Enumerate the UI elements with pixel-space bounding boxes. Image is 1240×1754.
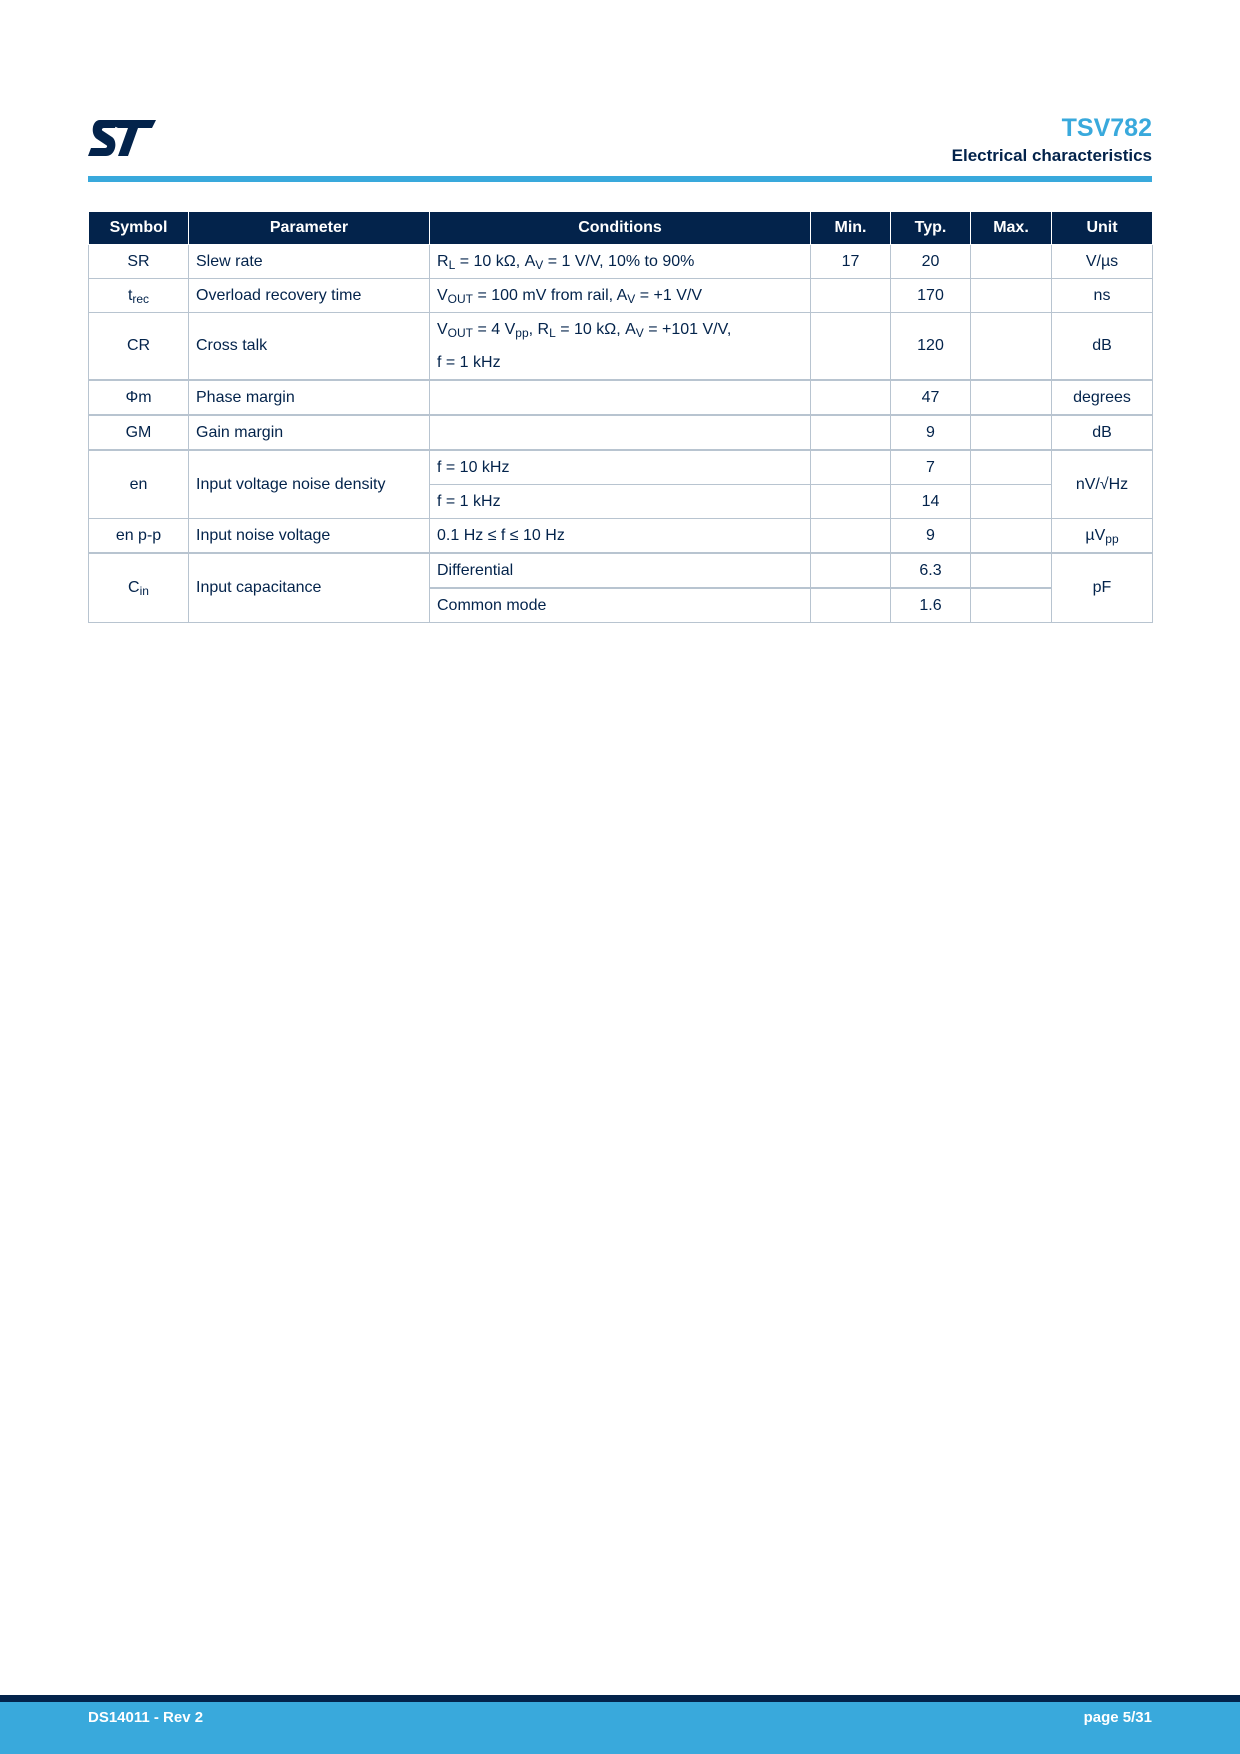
symbol-cell: CR: [89, 313, 189, 381]
parameter-cell: Phase margin: [189, 380, 430, 415]
parameter-cell: Overload recovery time: [189, 279, 430, 313]
col-header-max: Max.: [971, 212, 1052, 245]
table-row: [89, 313, 1153, 381]
symbol-cell: SR: [89, 245, 189, 279]
conditions-cell: $V_{OUT} = 100$ mV from rail, $A_V = +1$ V/V: [430, 279, 811, 313]
symbol-cell: $C_{in}$: [89, 553, 189, 623]
parameter-cell: Input noise voltage: [189, 519, 430, 554]
typ-cell: 6.3: [891, 553, 971, 588]
unit-cell: dB: [1052, 313, 1153, 381]
table-row: [89, 519, 1153, 554]
min-cell: [811, 553, 891, 588]
max-cell: [971, 588, 1052, 623]
unit-cell: ns: [1052, 279, 1153, 313]
col-header-typ: Typ.: [891, 212, 971, 245]
table-header-row: [89, 212, 1153, 245]
typ-cell: 14: [891, 485, 971, 519]
typ-cell: 1.6: [891, 588, 971, 623]
col-header-unit: Unit: [1052, 212, 1153, 245]
section-title: Electrical characteristics: [951, 146, 1152, 165]
max-cell: [971, 485, 1052, 519]
parameter-cell: Input capacitance: [189, 553, 430, 623]
parameter-cell: Input voltage noise density: [189, 450, 430, 519]
unit-cell: degrees: [1052, 380, 1153, 415]
conditions-cell: Common mode: [430, 588, 811, 623]
conditions-cell: [430, 415, 811, 450]
unit-cell: V/µs: [1052, 245, 1153, 279]
parameter-cell: Slew rate: [189, 245, 430, 279]
min-cell: [811, 313, 891, 381]
col-header-symbol: Symbol: [89, 212, 189, 245]
conditions-cell: $R_L = 10$ kΩ, $A_V = 1$ V/V, 10% to 90%: [430, 245, 811, 279]
symbol-cell: Φm: [89, 380, 189, 415]
max-cell: [971, 380, 1052, 415]
min-cell: [811, 450, 891, 485]
typ-cell: 9: [891, 415, 971, 450]
max-cell: [971, 245, 1052, 279]
max-cell: [971, 313, 1052, 381]
table-row: [89, 380, 1153, 415]
min-cell: [811, 415, 891, 450]
footer-rule: [0, 1695, 1240, 1702]
max-cell: [971, 519, 1052, 554]
typ-cell: 7: [891, 450, 971, 485]
max-cell: [971, 553, 1052, 588]
table-row: [89, 553, 1153, 588]
col-header-conditions: Conditions: [430, 212, 811, 245]
symbol-cell: $t_{rec}$: [89, 279, 189, 313]
max-cell: [971, 415, 1052, 450]
col-header-min: Min.: [811, 212, 891, 245]
conditions-cell: f = 10 kHz: [430, 450, 811, 485]
parameter-cell: Gain margin: [189, 415, 430, 450]
symbol-cell: GM: [89, 415, 189, 450]
typ-cell: 47: [891, 380, 971, 415]
typ-cell: 170: [891, 279, 971, 313]
conditions-cell: Differential: [430, 553, 811, 588]
table-row: [89, 415, 1153, 450]
unit-cell: nV/√Hz: [1052, 450, 1153, 519]
typ-cell: 120: [891, 313, 971, 381]
table-row: [89, 450, 1153, 485]
min-cell: [811, 380, 891, 415]
document-title: TSV782: [1061, 114, 1152, 142]
document-revision: DS14011 - Rev 2: [88, 1709, 204, 1726]
max-cell: [971, 450, 1052, 485]
parameter-cell: Cross talk: [189, 313, 430, 381]
min-cell: [811, 588, 891, 623]
min-cell: [811, 519, 891, 554]
max-cell: [971, 279, 1052, 313]
electrical-characteristics-table: [88, 212, 1153, 623]
header-rule: [88, 176, 1152, 182]
conditions-cell: [430, 380, 811, 415]
min-cell: [811, 485, 891, 519]
typ-cell: 20: [891, 245, 971, 279]
symbol-cell: en p-p: [89, 519, 189, 554]
unit-cell: µV$_{pp}$: [1052, 519, 1153, 554]
conditions-cell: $V_{OUT} = 4$ $V_{pp}$, $R_L = 10$ kΩ, $A_V = +101$ V/V, f = 1 kHz: [430, 313, 811, 381]
unit-cell: pF: [1052, 553, 1153, 623]
symbol-cell: en: [89, 450, 189, 519]
col-header-parameter: Parameter: [189, 212, 430, 245]
min-cell: [811, 279, 891, 313]
table-row: [89, 279, 1153, 313]
min-cell: 17: [811, 245, 891, 279]
page-number: page 5/31: [1083, 1709, 1152, 1726]
unit-cell: dB: [1052, 415, 1153, 450]
table-row: [89, 245, 1153, 279]
conditions-cell: f = 1 kHz: [430, 485, 811, 519]
conditions-cell: 0.1 Hz ≤ f ≤ 10 Hz: [430, 519, 811, 554]
st-logo: [88, 118, 158, 158]
typ-cell: 9: [891, 519, 971, 554]
